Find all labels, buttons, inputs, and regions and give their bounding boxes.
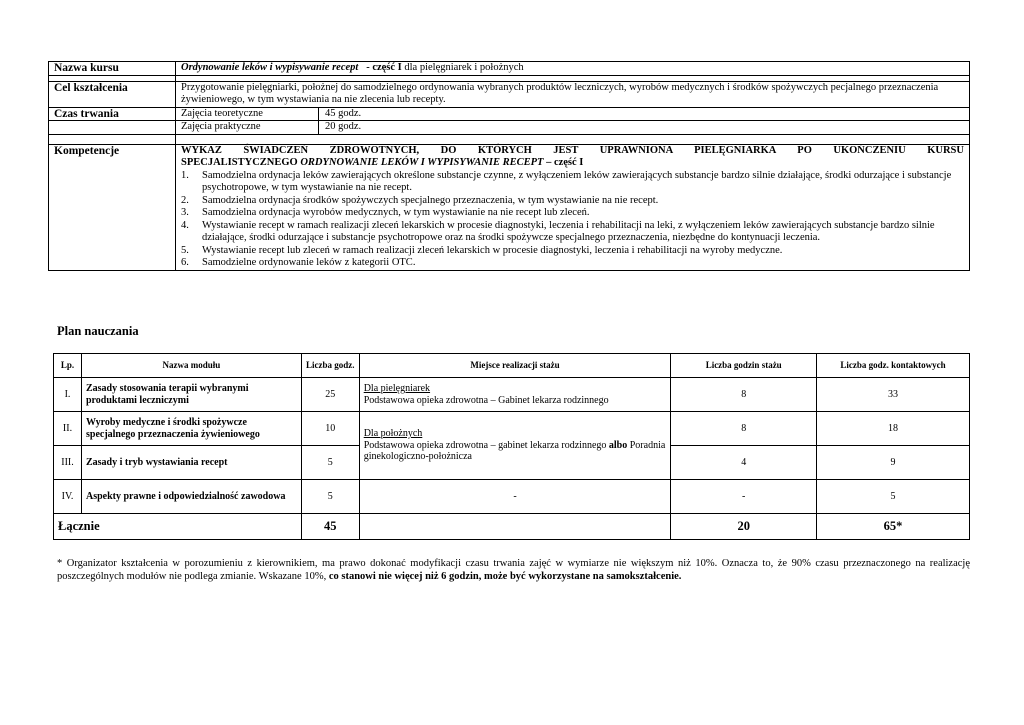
competence-item: 6. Samodzielne ordynowanie leków z kategorii OTC. [181, 257, 416, 268]
header-internship: Liczba godzin stażu [671, 354, 817, 378]
place-midwives: Dla położnych Podstawowa opieka zdrowotna – gabinet lekarza rodzinnego albo Poradnia ginekologiczno-położnicza [359, 412, 671, 480]
header-hours: Liczba godz. [301, 354, 359, 378]
practice-label: Zajęcia praktyczne [181, 121, 319, 134]
duration-label: Czas trwania [49, 107, 176, 121]
competence-item: 1. Samodzielna ordynacja leków zawierających określone substancje czynne, z wyłączeniem leków zawierających substancje bardzo silnie działające, środki odurzające i substancje psychotropowe, w tym wystawianie na nie recept. [181, 169, 952, 193]
total-internship: 20 [671, 514, 817, 540]
plan-title: Plan nauczania [57, 324, 139, 338]
footnote: * Organizator kształcenia w porozumieniu z kierownikiem, ma prawo dokonać modyfikacji czasu trwania zajęć w wymiarze nie większym niż 10%. Oznacza to, że 90% czasu przeznaczonego na realizację poszczególnych modułów nie podlega zmianie. Wskazane 10%, co stanowi nie więcej niż 6 godzin, może być wykorzystane na samokształcenie. [57, 558, 970, 582]
practice-value: 20 godz. [325, 121, 362, 132]
place-nurses: Dla pielęgniarek Podstawowa opieka zdrowotna – Gabinet lekarza rodzinnego [359, 378, 671, 412]
competence-item: 5. Wystawianie recept lub zleceń w ramach realizacji zleceń lekarskich w procesie diagnostyki, leczenia i rehabilitacji na wyroby medyczne. [181, 244, 783, 256]
theory-value: 45 godz. [325, 107, 362, 119]
table-row: IV. Aspekty prawne i odpowiedzialność zawodowa 5 - - 5 [54, 480, 970, 514]
course-name: Ordynowanie leków i wypisywanie recept - część I dla pielęgniarek i położnych [176, 62, 970, 76]
header-place: Miejsce realizacji stażu [359, 354, 671, 378]
competence-item: 2. Samodzielna ordynacja środków spożywczych specjalnego przeznaczenia, w tym wystawianie na nie recept. [181, 194, 659, 206]
competence-heading-2: SPECJALISTYCZNEGO ORDYNOWANIE LEKÓW I WYPISYWANIE RECEPT – część I [181, 157, 584, 168]
goal-text: Przygotowanie pielęgniarki, położnej do samodzielnego ordynowania wybranych produktów leczniczych, wyrobów medycznych i środków spożywczych pecjalnego przeznaczenia żywieniowego, w tym wystawiania na nie zlecenia lub recepty. [176, 81, 970, 107]
table-row: II. Wyroby medyczne i środki spożywcze specjalnego przeznaczenia żywieniowego 10 Dla położnych Podstawowa opieka zdrowotna – gabinet lekarza rodzinnego albo Poradnia ginekologiczno-położnicza 8 18 [54, 412, 970, 446]
course-info-table [48, 61, 970, 271]
header-lp: Lp. [54, 354, 82, 378]
theory-label: Zajęcia teoretyczne [181, 108, 319, 121]
competence-item: 4. Wystawianie recept w ramach realizacji zleceń lekarskich w procesie diagnostyki, leczenia i rehabilitacji na leki, z wyłączeniem leków zawierających substancje bardzo silnie działające, środki odurzające i substancje psychotropowe oraz na środki spożywcze specjalnego przeznaczenia, niezbędne do kontynuacji leczenia. [181, 219, 935, 243]
table-row: I. Zasady stosowania terapii wybranymi produktami leczniczymi 25 Dla pielęgniarek Podstawowa opieka zdrowotna – Gabinet lekarza rodzinnego 8 33 [54, 378, 970, 412]
competence-item: 3. Samodzielna ordynacja wyrobów medycznych, w tym wystawianie na nie recept lub zleceń. [181, 207, 590, 218]
header-contact: Liczba godz. kontaktowych [817, 354, 970, 378]
competence-label: Kompetencje [49, 144, 176, 270]
table-row: III. Zasady i tryb wystawiania recept 5 4 9 [54, 446, 970, 480]
header-module: Nazwa modułu [81, 354, 301, 378]
competence-cell [176, 144, 970, 270]
total-row [54, 514, 970, 540]
total-hours: 45 [301, 514, 359, 540]
competence-heading: WYKAZ ŚWIADCZEŃ ZDROWOTNYCH, DO KTÓRYCH JEST UPRAWNIONA PIELĘGNIARKA PO UKOŃCZENIU KURSU [181, 144, 964, 156]
total-label: Łącznie [54, 514, 302, 540]
competence-list [181, 170, 964, 270]
goal-label: Cel kształcenia [49, 81, 176, 107]
total-contact: 65* [817, 514, 970, 540]
course-name-label: Nazwa kursu [49, 62, 176, 76]
plan-table [53, 353, 970, 540]
